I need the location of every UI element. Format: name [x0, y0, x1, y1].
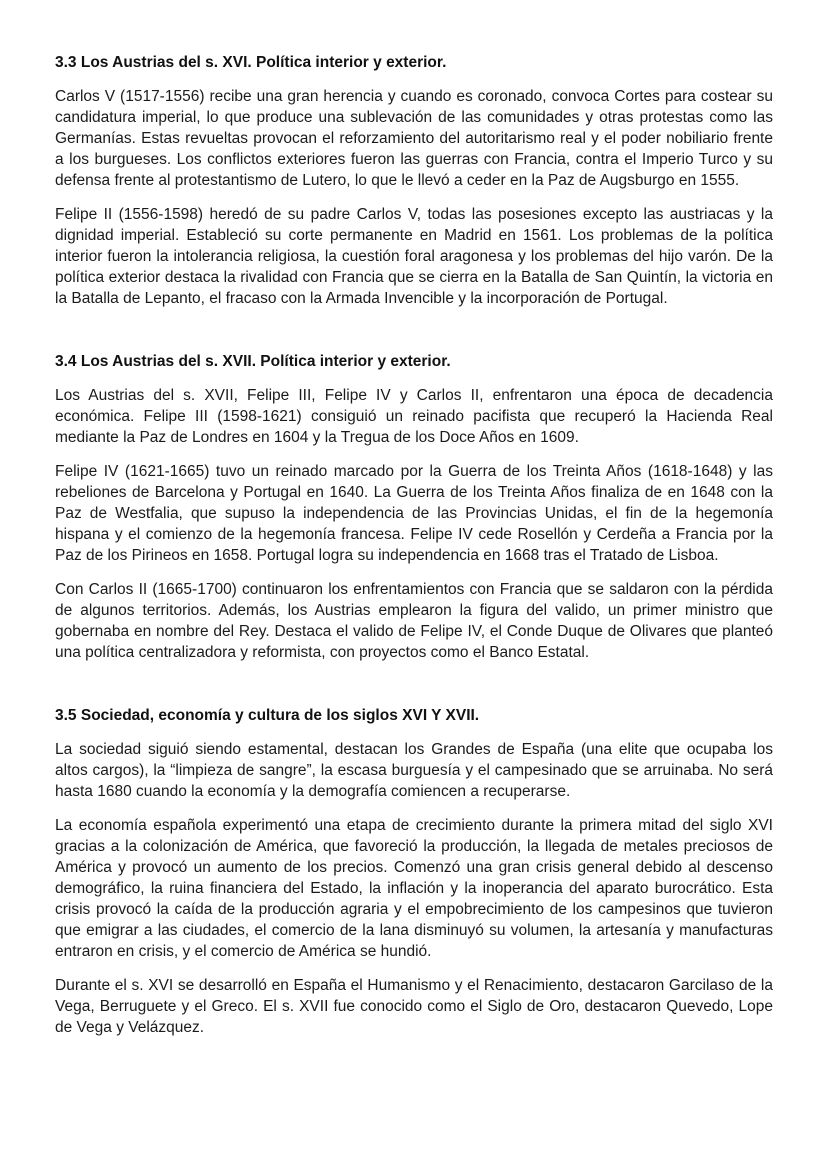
- paragraph: Carlos V (1517-1556) recibe una gran herencia y cuando es coronado, convoca Cortes para costear su candidatura imperial, lo que produce una sublevación de las comunidades y otras protestas como las Germanías. Estas revueltas provocan el reforzamiento del autoritarismo real y el poder nobiliario frente a los burgueses. Los conflictos exteriores fueron las guerras con Francia, contra el Imperio Turco y su defensa frente al protestantismo de Lutero, lo que le llevó a ceder en la Paz de Augsburgo en 1555.: [55, 88, 773, 189]
- section-sociedad-economia-cultura: [55, 705, 773, 1038]
- section-austrias-xvi: [55, 52, 773, 309]
- paragraph: La economía española experimentó una etapa de crecimiento durante la primera mitad del siglo XVI gracias a la colonización de América, que favoreció la producción, la llegada de metales preciosos de América y provocó un aumento de los precios. Comenzó una gran crisis general debido al descenso demográfico, la ruina financiera del Estado, la inflación y la inoperancia del aparato burocrático. Esta crisis provocó la caída de la producción agraria y el empobrecimiento de los campesinos que tuvieron que emigrar a las ciudades, el comercio de la lana disminuyó su volumen, la artesanía y manufacturas entraron en crisis, y el comercio de América se hundió.: [55, 817, 773, 960]
- paragraph: Los Austrias del s. XVII, Felipe III, Felipe IV y Carlos II, enfrentaron una época de decadencia económica. Felipe III (1598-1621) consiguió un reinado pacifista que recuperó la Hacienda Real mediante la Paz de Londres en 1604 y la Tregua de los Doce Años en 1609.: [55, 387, 773, 446]
- section-heading: 3.3 Los Austrias del s. XVI. Política interior y exterior.: [55, 54, 447, 71]
- section-austrias-xvii: [55, 351, 773, 663]
- paragraph: Felipe IV (1621-1665) tuvo un reinado marcado por la Guerra de los Treinta Años (1618-1648) y las rebeliones de Barcelona y Portugal en 1640. La Guerra de los Treinta Años finaliza de en 1648 con la Paz de Westfalia, que supuso la independencia de las Provincias Unidas, el fin de la hegemonía hispana y el comienzo de la hegemonía francesa. Felipe IV cede Rosellón y Cerdeña a Francia por la Paz de los Pirineos en 1658. Portugal logra su independencia en 1668 tras el Tratado de Lisboa.: [55, 463, 773, 564]
- paragraph: Durante el s. XVI se desarrolló en España el Humanismo y el Renacimiento, destacaron Garcilaso de la Vega, Berruguete y el Greco. El s. XVII fue conocido como el Siglo de Oro, destacaron Quevedo, Lope de Vega y Velázquez.: [55, 977, 773, 1036]
- section-heading: 3.5 Sociedad, economía y cultura de los siglos XVI Y XVII.: [55, 707, 480, 724]
- paragraph: Con Carlos II (1665-1700) continuaron los enfrentamientos con Francia que se saldaron con la pérdida de algunos territorios. Además, los Austrias emplearon la figura del valido, un primer ministro que gobernaba en nombre del Rey. Destaca el valido de Felipe IV, el Conde Duque de Olivares que planteó una política centralizadora y reformista, con proyectos como el Banco Estatal.: [55, 581, 773, 661]
- paragraph: Felipe II (1556-1598) heredó de su padre Carlos V, todas las posesiones excepto las austriacas y la dignidad imperial. Estableció su corte permanente en Madrid en 1561. Los problemas de la política interior fueron la intolerancia religiosa, la cuestión foral aragonesa y los problemas del hijo varón. De la política exterior destaca la rivalidad con Francia que se cierra en la Batalla de San Quintín, la victoria en la Batalla de Lepanto, el fracaso con la Armada Invencible y la incorporación de Portugal.: [55, 206, 773, 307]
- section-heading: 3.4 Los Austrias del s. XVII. Política interior y exterior.: [55, 353, 451, 370]
- paragraph: La sociedad siguió siendo estamental, destacan los Grandes de España (una elite que ocupaba los altos cargos), la “limpieza de sangre”, la escasa burguesía y el campesinado que se arruinaba. No será hasta 1680 cuando la economía y la demografía comiencen a recuperarse.: [55, 741, 773, 800]
